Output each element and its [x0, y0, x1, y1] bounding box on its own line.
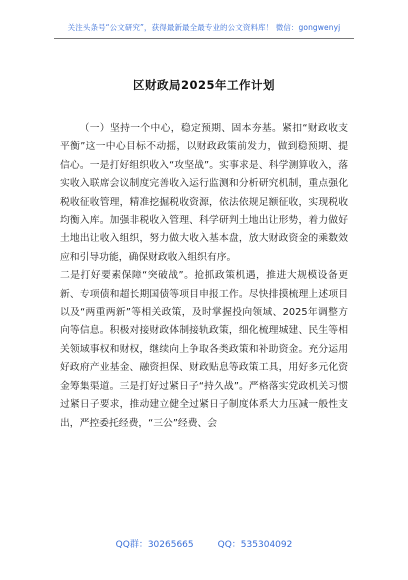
body-paragraph-2: 二是打好要素保障“突破战”。抢抓政策机遇，推进大规模设备更新、专项债和超长期国债等项目申报工作。尽快排摸梳理上述项目以及“两重两新”等相关政策，及时掌握投向领域、2025年调整方向等信息。积极对接财政体制接轨政策，细化梳理城建、民生等相关领域事权和财权，继续向上争取各类政策和补助资金。充分运用好政府产业基金、融资担保、财政贴息等政策工具，用好多元化资金筹集渠道。三是打好过紧日子“持久战”。严格落实党政机关习惯过紧日子要求，推动建立健全过紧日子制度体系大力压减一般性支出，严控委托经费，“三公”经费、会	[60, 270, 348, 429]
header-divider	[54, 38, 354, 39]
body-paragraph-1: （一）坚持一个中心，稳定预期、固本夯基。紧扣“财政收支平衡”这一中心目标不动摇，以财政政策前发力，做到稳预期、提信心。一是打好组织收入“攻坚战”。实事求是、科学测算收入，落实收入联席会议制度完善收入运行监测和分析研究机制，重点强化税收征收管理，精准挖掘税收资源，依法依规足额征收，实现税收均衡入库。加强非税收入管理、科学研判土地出让形势，着力做好土地出让收入组织，努力做大收入基本盘，放大财政资金的乘数效应和引导功能，确保财政收入组织有序。	[60, 123, 348, 263]
document-title: 区财政局2025年工作计划	[132, 78, 275, 92]
footer-contact	[0, 537, 408, 550]
footer-qq: QQ：535304092	[217, 540, 293, 550]
document-body	[60, 120, 348, 433]
footer-qq-group: QQ群：30265665	[115, 540, 194, 550]
header-promo-text: 关注头条号“公文研究”，获得最新最全最专业的公文资料库！ 微信：gongwenyj	[67, 23, 341, 32]
